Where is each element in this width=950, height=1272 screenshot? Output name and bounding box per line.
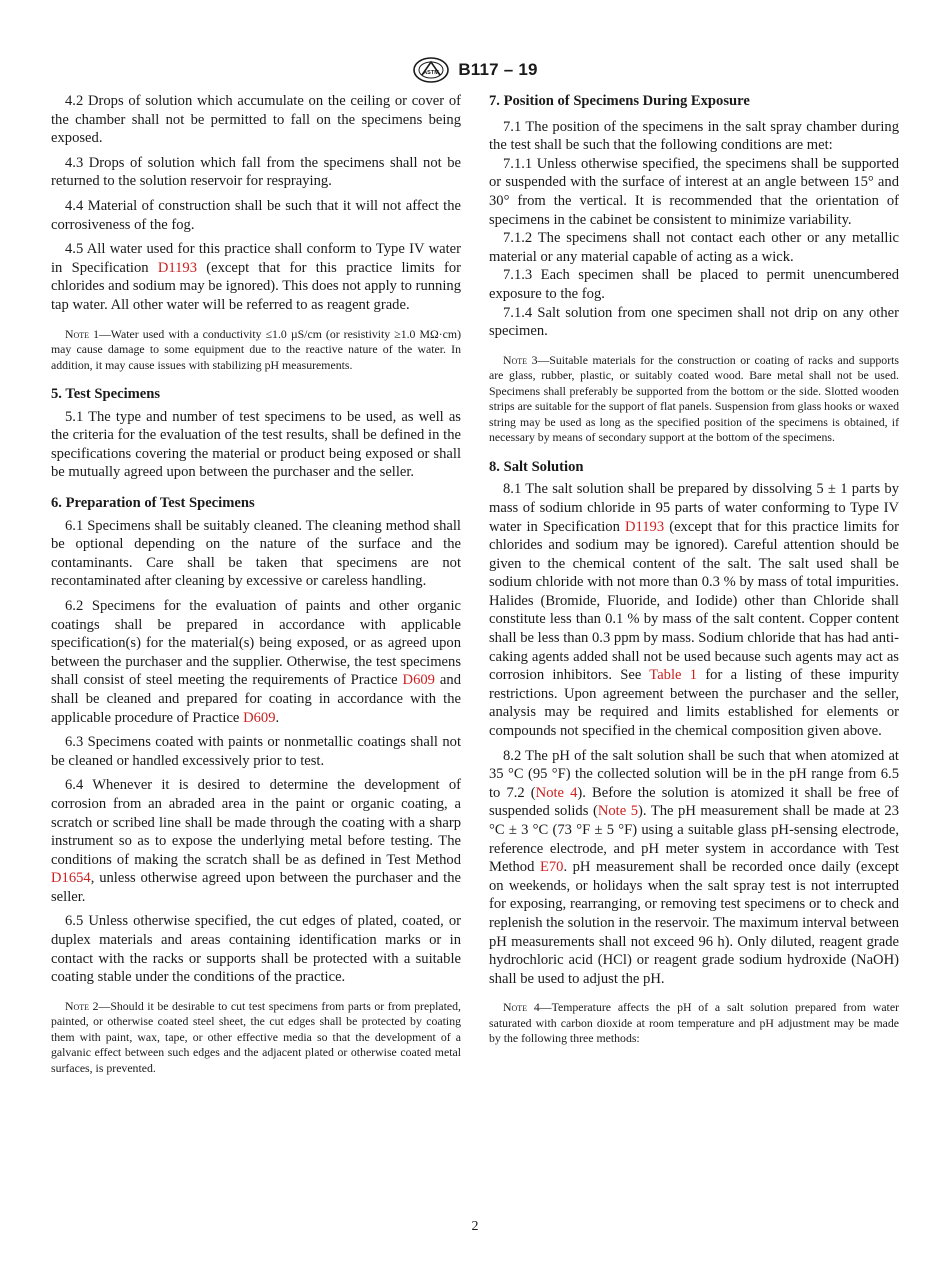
paragraph-7-1: 7.1 The position of the specimens in the salt spray chamber during the test shall be such that the following conditions are met: bbox=[489, 118, 899, 154]
link-d1654[interactable]: D1654 bbox=[51, 870, 91, 887]
left-column bbox=[51, 92, 461, 1076]
astm-logo-icon bbox=[412, 57, 450, 83]
paragraph-4-2: 4.2 Drops of solution which accumulate on the ceiling or cover of the chamber shall not be permitted to fall on the specimens being exposed. bbox=[51, 93, 461, 147]
link-d1193[interactable]: D1193 bbox=[157, 259, 197, 276]
document-designation: B117 – 19 bbox=[458, 60, 538, 79]
paragraph-6-2: 6.2 Specimens for the evaluation of paints and other organic coatings shall be prepared in accordance with applicable specification(s) for the material(s) being exposed, or as agreed upon between the purchaser and the supplier. Otherwise, the test specimens shall consist of steel meeting the requirements of Practice D609 and shall be cleaned and prepared for coating in accordance with the applicable procedure of Practice D609. bbox=[51, 597, 461, 726]
link-d609-first[interactable]: D609 bbox=[402, 672, 435, 689]
svg-text:ASTM: ASTM bbox=[423, 70, 440, 76]
paragraph-5-1: 5.1 The type and number of test specimens to be used, as well as the criteria for the evaluation of the test results, shall be defined in the specifications covering the material or product being exposed or shall be mutually agreed upon between the purchaser and the seller. bbox=[51, 408, 461, 481]
paragraph-6-1: 6.1 Specimens shall be suitably cleaned. The cleaning method shall be optional depending on the nature of the surface and the contaminants. Care shall be taken that specimens are not recontaminated after cleaning by excessive or careless handling. bbox=[51, 517, 461, 590]
paragraph-6-4: 6.4 Whenever it is desired to determine the development of corrosion from an abraded area in the paint or organic coating, a scratch or scribed line shall be made through the coating with a sharp instrument so as to expose the underlying metal before testing. The conditions of making the scratch shall be as defined in Test Method D1654, unless otherwise agreed upon between the purchaser and the seller. bbox=[51, 777, 461, 905]
link-d1193-salt[interactable]: D1193 bbox=[624, 518, 665, 535]
paragraph-6-5: 6.5 Unless otherwise specified, the cut edges of plated, coated, or duplex materials and areas containing identification marks or in contact with the racks or supports shall be protected with a suitable coating stable under the conditions of the practice. bbox=[51, 913, 461, 986]
link-note-5[interactable]: Note 5 bbox=[597, 803, 639, 820]
right-column bbox=[489, 92, 899, 1047]
paragraph-6-3: 6.3 Specimens coated with paints or nonmetallic coatings shall not be cleaned or handled excessively prior to test. bbox=[51, 734, 461, 769]
paragraph-7-1-2: 7.1.2 The specimens shall not contact each other or any metallic material or any material capable of acting as a wick. bbox=[489, 230, 899, 265]
paragraph-4-5: 4.5 All water used for this practice shall conform to Type IV water in Specification D1193 (except that for this practice limits for chlorides and sodium may be ignored). This does not apply to running tap water. All other water will be referred to as reagent grade. bbox=[51, 241, 461, 313]
paragraph-7-1-1: 7.1.1 Unless otherwise specified, the specimens shall be supported or suspended with the surface of interest at an angle between 15° and 30° from the vertical. It is recommended that the orientation of specimens in the cabinet be consistent to minimize variability. bbox=[489, 155, 899, 228]
note-3: Note 3—Suitable materials for the construction or coating of racks and supports are glass, rubber, plastic, or suitably coated wood. Bare metal shall not be used. Specimens shall preferably be supported from the bottom or the side. Slotted wooden strips are suitable for the support of flat panels. Suspension from glass hooks or waxed string may be used as long as the specified position of the specimens is obtained, if necessary by means of secondary support at the bottom of the specimens. bbox=[489, 352, 900, 445]
note-4: Note 4—Temperature affects the pH of a salt solution prepared from water saturated with carbon dioxide at room temperature and pH adjustment may be made by the following three methods: bbox=[489, 1000, 899, 1046]
paragraph-4-3: 4.3 Drops of solution which fall from the specimens shall not be returned to the solution reservoir for respraying. bbox=[51, 154, 461, 190]
paragraph-4-4: 4.4 Material of construction shall be such that it will not affect the corrosiveness of the fog. bbox=[51, 197, 461, 233]
link-table-1[interactable]: Table 1 bbox=[649, 667, 698, 684]
link-d609-second[interactable]: D609 bbox=[243, 709, 276, 726]
paragraph-8-2: 8.2 The pH of the salt solution shall be such that when atomized at 35 °C (95 °F) the collected solution will be in the pH range from 6.5 to 7.2 (Note 4). Before the solution is atomized it shall be free of suspended solids (Note 5). The pH measurement shall be made at 23 °C ± 3 °C (73 °F ± 5 °F) using a suitable glass pH-sensing electrode, reference electrode, and pH meter system in accordance with Test Method E70. pH measurement shall be recorded once daily (except on weekends, or holidays when the salt spray test is not interrupted for exposing, rearranging, or removing test specimens or to check and replenish the solution in the reservoir. The maximum interval between pH measurements shall not exceed 96 h). Only diluted, reagent grade hydrochloric acid (HCl) or reagent grade sodium hydroxide (NaOH) shall be used to adjust the pH. bbox=[489, 747, 899, 987]
section-6-heading: 6. Preparation of Test Specimens bbox=[51, 495, 255, 511]
section-5-heading: 5. Test Specimens bbox=[51, 386, 161, 403]
page-number: 2 bbox=[471, 1219, 479, 1234]
link-e70[interactable]: E70 bbox=[539, 859, 564, 876]
paragraph-7-1-4: 7.1.4 Salt solution from one specimen shall not drip on any other specimen. bbox=[489, 304, 899, 340]
section-8-heading: 8. Salt Solution bbox=[489, 458, 584, 475]
section-7-heading: 7. Position of Specimens During Exposure bbox=[489, 93, 750, 109]
paragraph-8-1: 8.1 The salt solution shall be prepared by dissolving 5 ± 1 parts by mass of sodium chloride in 95 parts of water conforming to Type IV water in Specification D1193 (except that for this practice limits for chlorides and sodium may be ignored). Careful attention should be given to the chemical content of the salt. The salt used shall be sodium chloride with not more than 0.3 % by mass of total impurities. Halides (Bromide, Fluoride, and Iodide) other than Chloride shall constitute less than 0.1 % by mass of the salt content. Copper content shall be less than 0.3 ppm by mass. Sodium chloride that has had anti-caking agents added shall not be used because such agents may act as corrosion inhibitors. See Table 1 for a listing of these impurity restrictions. Upon agreement between the purchaser and the seller, analysis may be required and limits established for elements or compounds not specified in the chemical composition given above. bbox=[489, 481, 900, 740]
paragraph-7-1-3: 7.1.3 Each specimen shall be placed to permit unencumbered exposure to the fog. bbox=[489, 267, 899, 302]
note-1: Note 1—Water used with a conductivity ≤1.0 µS/cm (or resistivity ≥1.0 MΩ·cm) may cause damage to some equipment due to the reactive nature of the water. In addition, it may cause issues with stabilizing pH measurements. bbox=[51, 326, 462, 372]
link-note-4[interactable]: Note 4 bbox=[535, 784, 578, 801]
page-header bbox=[0, 56, 950, 84]
note-2: Note 2—Should it be desirable to cut test specimens from parts or from preplated, painted, or otherwise coated steel sheet, the cut edges shall be protected by coating them with paint, wax, tape, or other effective media so that the development of a galvanic effect between such edges and the adjacent plated or otherwise coated metal surfaces, is prevented. bbox=[51, 998, 461, 1075]
